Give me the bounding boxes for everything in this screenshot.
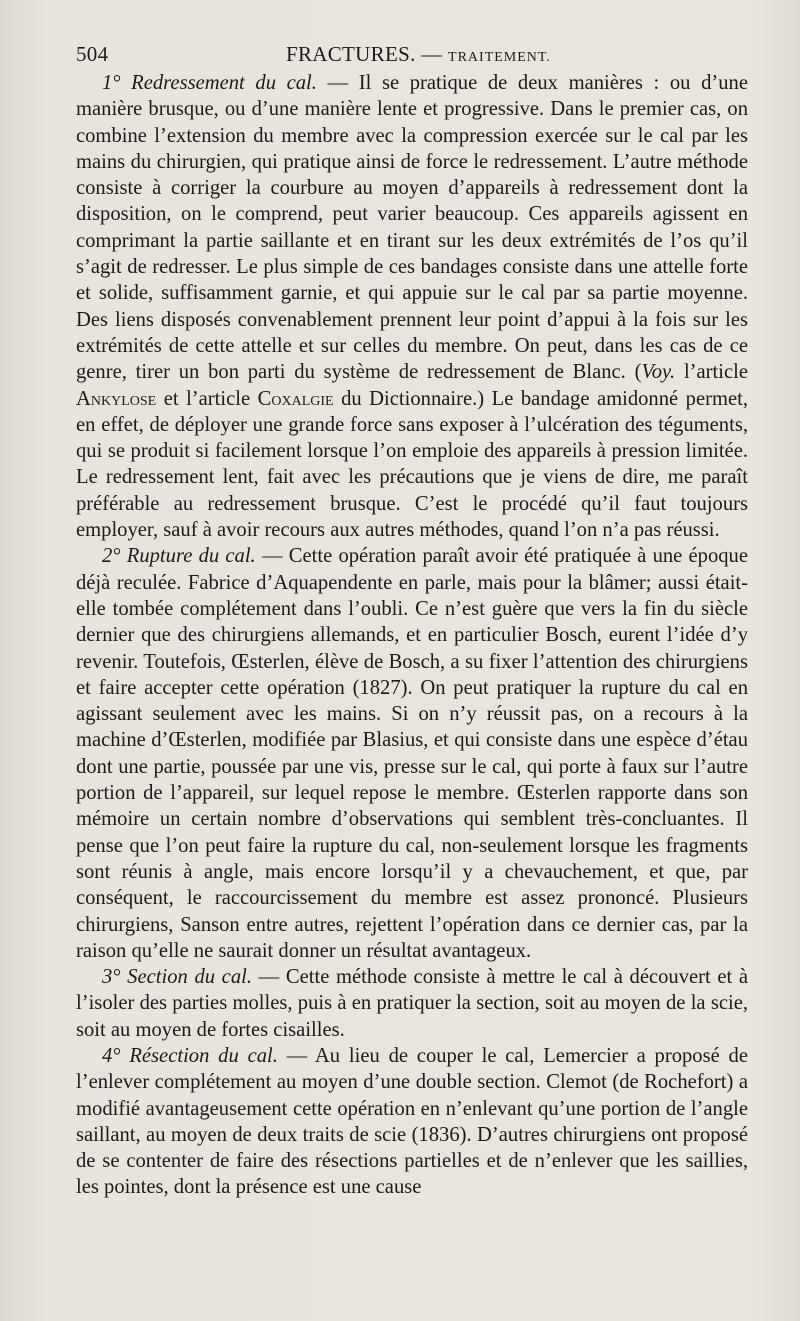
page-subtitle: TRAITEMENT.: [448, 50, 551, 65]
body-text: [76, 70, 748, 1201]
paragraph-redressement: [76, 70, 748, 543]
page-number: 504: [76, 42, 109, 66]
article-reference-ankylose: Ankylose: [76, 387, 157, 410]
paragraph-text: du Dictionnaire.) Le bandage amidonné permet, en effet, de déployer une grande force sans exposer à l’ulcération des téguments, qui se produit si facilement lorsque l’on emploie des appareils à pression limitée. Le redressement lent, fait avec les précautions que je viens de dire, me paraît préférable au redressement brusque. C’est le procédé qu’il faut toujours employer, sauf à avoir recours aux autres méthodes, quand l’on n’a pas réussi.: [76, 387, 748, 542]
paragraph-text: — Cette méthode consiste à mettre le cal à découvert et à l’isoler des parties molles, puis à en pratiquer la section, soit au moyen de la scie, soit au moyen de fortes cisailles.: [76, 966, 749, 1041]
paragraph-rupture: [76, 543, 748, 964]
page-title: [286, 42, 551, 67]
article-reference-coxalgie: Coxalgie: [257, 387, 334, 410]
paragraph-text: — Au lieu de couper le cal, Lemercier a proposé de l’enlever complétement au moyen d’une double section. Clemot (de Rochefort) a modifié avantageusement cette opération en n’enlevant qu’une portion de l’angle saillant, au moyen de deux traits de scie (1836). D’autres chirurgiens ont proposé de se contenter de faire des résections partielles et de n’enlever que les saillies, les pointes, dont la présence est une cause: [76, 1044, 748, 1199]
section-heading-resection: 4° Résection du cal.: [102, 1044, 278, 1067]
section-heading-redressement: 1° Redressement du cal.: [102, 72, 317, 94]
paragraph-resection: [76, 1043, 748, 1201]
paragraph-text: l’article: [675, 361, 748, 384]
running-head: [76, 38, 748, 70]
paragraph-text: — Il se pratique de deux manières : ou d’une manière brusque, ou d’une manière lente et progressive. Dans le premier cas, on combine l’extension du membre avec la compression exercée sur le cal par les mains du chirurgien, qui pratique ainsi de force le redressement. L’autre méthode consiste à corriger la courbure au moyen d’appareils à redressement dont la disposition, on le comprend, peut varier beaucoup. Ces appareils agissent en comprimant la partie saillante et en tirant sur les deux extrémités de l’os qu’il s’agit de redresser. Le plus simple de ces bandages consiste dans une attelle forte et solide, suffisamment garnie, et qui appuie sur le cal par sa partie moyenne. Des liens disposés convenablement prennent leur point d’appui à la fois sur les extrémités de cette attelle et sur celles du membre. On peut, dans les cas de ce genre, tirer un bon parti du système de redressement de Blanc. (: [76, 72, 748, 384]
paragraph-section: [76, 964, 748, 1043]
page-title-main: FRACTURES.: [286, 42, 416, 66]
section-heading-rupture: 2° Rupture du cal.: [102, 545, 256, 568]
title-separator: —: [415, 42, 449, 66]
voy-reference: Voy.: [641, 361, 676, 384]
section-heading-section: 3° Section du cal.: [102, 966, 252, 989]
paragraph-text: — Cette opération paraît avoir été pratiquée à une époque déjà reculée. Fabrice d’Aquapendente en parle, mais pour la blâmer; aussi était-elle tombée complétement dans l’oubli. Ce n’est guère que vers la fin du siècle dernier que des chirurgiens allemands, et en particulier Bosch, eurent l’idée d’y revenir. Toutefois, Œsterlen, élève de Bosch, a su fixer l’attention des chirurgiens et faire accepter cette opération (1827). On peut pratiquer la rupture du cal en agissant seulement avec les mains. Si on n’y réussit pas, on a recours à la machine d’Œsterlen, modifiée par Blasius, et qui consiste dans une espèce d’étau dont une partie, poussée par une vis, presse sur le cal, qui porte à faux sur l’autre portion de l’appareil, sur lequel repose le membre. Œsterlen rapporte dans son mémoire un certain nombre d’observations qui semblent très-concluantes. Il pense que l’on peut faire la rupture du cal, non-seulement lorsque les fragments sont réunis à angle, mais encore lorsqu’il y a chevauchement, et que, par conséquent, le raccourcissement du membre est assez prononcé. Plusieurs chirurgiens, Sanson entre autres, rejettent l’opération dans ce dernier cas, par la raison qu’elle ne saurait donner un résultat avantageux.: [76, 545, 748, 962]
paragraph-text: et l’article: [156, 387, 258, 410]
